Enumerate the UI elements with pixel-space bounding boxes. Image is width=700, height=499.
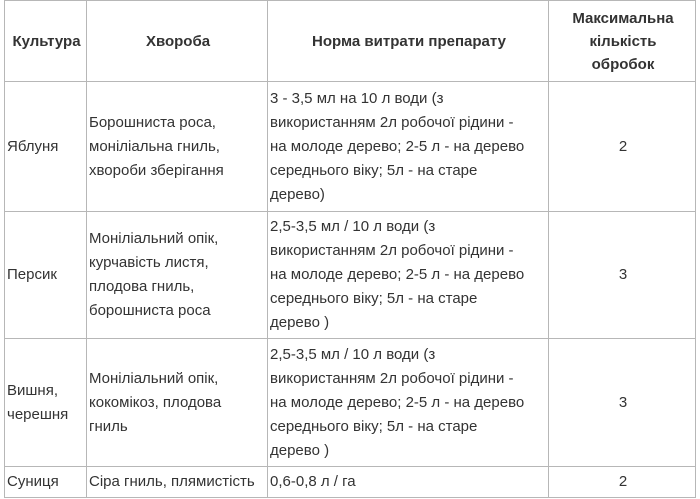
cell-disease: Моніліальний опік, кокомікоз, плодова гниль xyxy=(87,339,268,467)
cell-disease: Моніліальний опік, курчавість листя, плодова гниль, борошниста роса xyxy=(87,212,268,339)
cell-crop: Персик xyxy=(5,212,87,339)
cell-crop: Вишня, черешня xyxy=(5,339,87,467)
cell-rate: 0,6-0,8 л / га xyxy=(268,467,549,498)
table-row xyxy=(5,467,696,498)
table-header-row xyxy=(5,1,696,82)
cell-max-treatments: 3 xyxy=(549,212,696,339)
header-max-treatments: Максимальна кількість обробок xyxy=(549,1,696,82)
cell-max-treatments: 3 xyxy=(549,339,696,467)
cell-disease: Борошниста роса, моніліальна гниль, хвороби зберігання xyxy=(87,82,268,212)
table-row xyxy=(5,339,696,467)
header-disease: Хвороба xyxy=(87,1,268,82)
cell-rate: 2,5-3,5 мл / 10 л води (з використанням 2л робочої рідини - на молоде дерево; 2-5 л - на дерево середнього віку; 5л - на старе дерево ) xyxy=(268,212,549,339)
table-row xyxy=(5,82,696,212)
cell-crop: Яблуня xyxy=(5,82,87,212)
cell-rate: 2,5-3,5 мл / 10 л води (з використанням 2л робочої рідини - на молоде дерево; 2-5 л - на дерево середнього віку; 5л - на старе дерево ) xyxy=(268,339,549,467)
header-rate: Норма витрати препарату xyxy=(268,1,549,82)
cell-rate: 3 - 3,5 мл на 10 л води (з використанням 2л робочої рідини - на молоде дерево; 2-5 л - на дерево середнього віку; 5л - на старе дерево) xyxy=(268,82,549,212)
cell-max-treatments: 2 xyxy=(549,82,696,212)
header-crop: Культура xyxy=(5,1,87,82)
pesticide-usage-table xyxy=(4,0,696,498)
table-row xyxy=(5,212,696,339)
cell-disease: Сіра гниль, плямистість xyxy=(87,467,268,498)
cell-crop: Суниця xyxy=(5,467,87,498)
cell-max-treatments: 2 xyxy=(549,467,696,498)
